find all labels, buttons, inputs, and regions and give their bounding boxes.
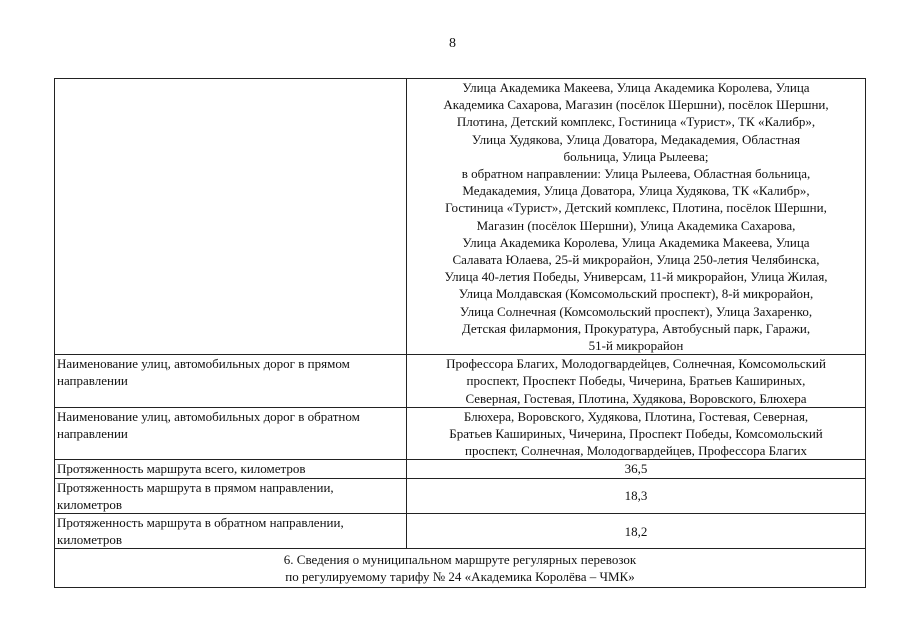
row-label: Протяженность маршрута в обратном направлении, километров [55,514,407,549]
streets-backward-value: Блюхера, Воровского, Худякова, Плотина, Гостевая, Северная, Братьев Кашириных, Чичерина, Проспект Победы, Комсомольский проспект, Солнечная, Молодогвардейцев, Профессора Благих [407,407,866,460]
section-heading-row [55,549,866,588]
section-heading-line-1: 6. Сведения о муниципальном маршруте регулярных перевозок [283,552,637,568]
table-row-stops-list [55,79,866,355]
length-total-value: 36,5 [407,460,866,478]
table-row-length-total [55,460,866,478]
table-row-length-backward [55,514,866,549]
row-label: Протяженность маршрута в прямом направлении, километров [55,478,407,513]
route-info-table [54,78,866,588]
section-heading [55,549,866,588]
length-backward-value: 18,2 [407,514,866,549]
section-heading-line-2: по регулируемому тарифу № 24 «Академика Королёва – ЧМК» [285,569,635,585]
row-label: Протяженность маршрута всего, километров [55,460,407,478]
streets-forward-value: Профессора Благих, Молодогвардейцев, Солнечная, Комсомольский проспект, Проспект Победы, Чичерина, Братьев Кашириных, Северная, Гостевая, Плотина, Худякова, Воровского, Блюхера [407,355,866,408]
table-row-streets-backward [55,407,866,460]
stops-list-value: Улица Академика Макеева, Улица Академика Королева, Улица Академика Сахарова, Магазин (посёлок Шершни), посёлок Шершни, Плотина, Детский комплекс, Гостиница «Турист», ТК «Калибр», Улица Худякова, Улица Доватора, Медакадемия, Областная больница, Улица Рылеева; в обратном направлении: Улица Рылеева, Областная больница, Медакадемия, Улица Доватора, Улица Худякова, ТК «Калибр», Гостиница «Турист», Детский комплекс, Плотина, посёлок Шершни, Магазин (посёлок Шершни), Улица Академика Сахарова, Улица Академика Королева, Улица Академика Макеева, Улица Салавата Юлаева, 25-й микрорайон, Улица 250-летия Челябинска, Улица 40-летия Победы, Универсам, 11-й микрорайон, Улица Жилая, Улица Молдавская (Комсомольский проспект), 8-й микрорайон, Улица Солнечная (Комсомольский проспект), Улица Захаренко, Детская филармония, Прокуратура, Автобусный парк, Гаражи, 51-й микрорайон [407,79,866,355]
table-row-streets-forward [55,355,866,408]
table-row-length-forward [55,478,866,513]
row-label: Наименование улиц, автомобильных дорог в прямом направлении [55,355,407,408]
row-label: Наименование улиц, автомобильных дорог в обратном направлении [55,407,407,460]
page-number: 8 [449,36,456,51]
length-forward-value: 18,3 [407,478,866,513]
row-label [55,79,407,355]
